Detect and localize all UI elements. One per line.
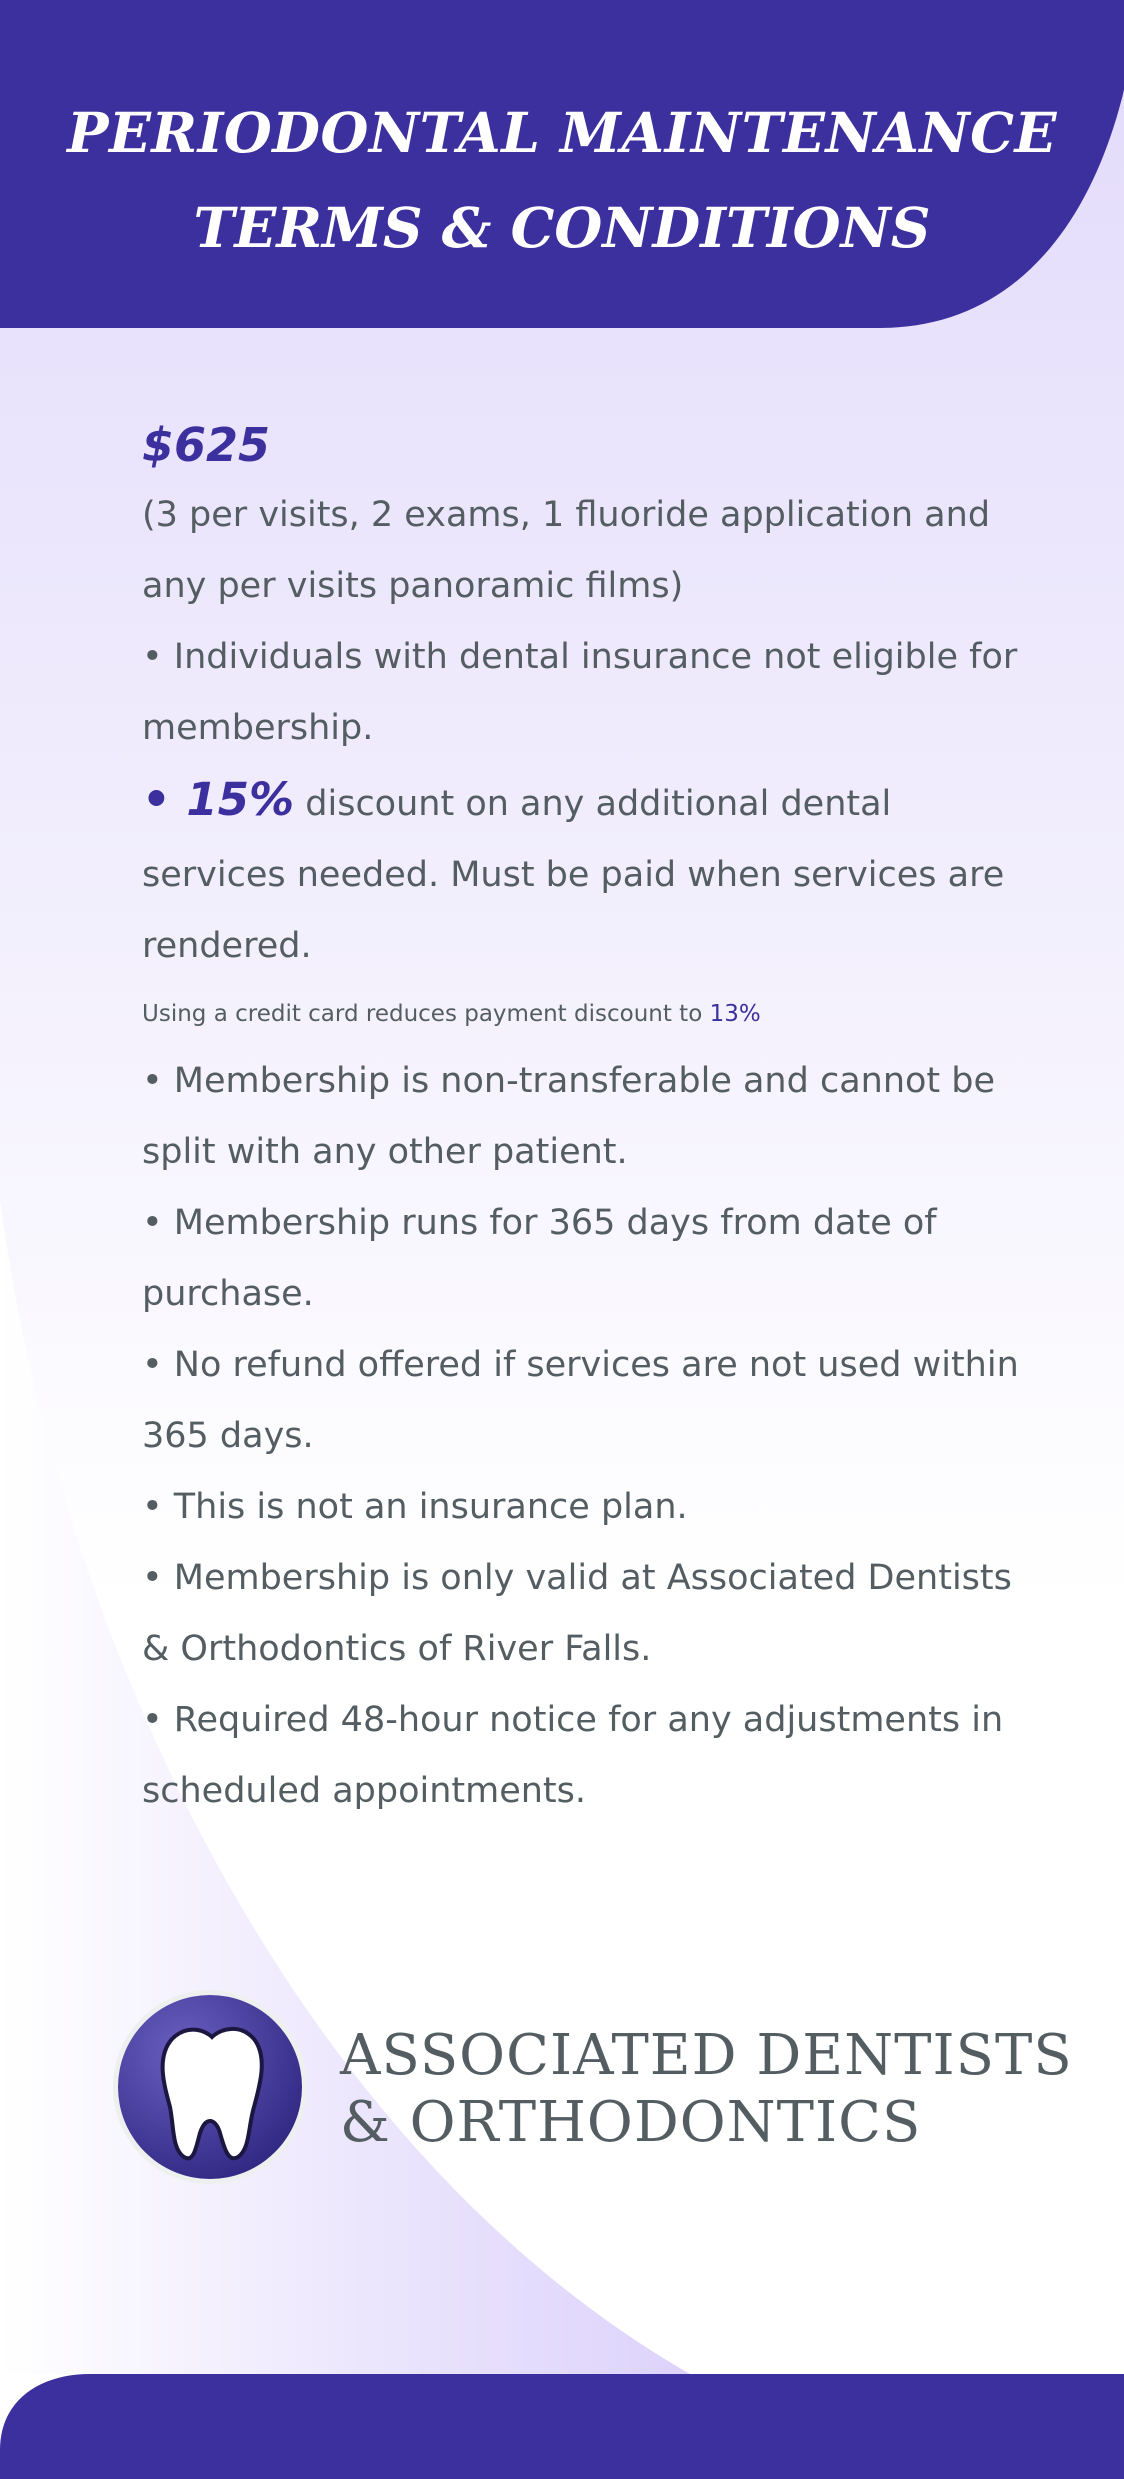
logo-badge <box>110 1987 310 2187</box>
practice-name-line-2: & ORTHODONTICS <box>340 2090 922 2155</box>
term-item: • No refund offered if services are not used within 365 days. <box>142 1345 1019 1456</box>
insurance-note: • Individuals with dental insurance not eligible for membership. <box>142 637 1018 748</box>
title-line-2: TERMS & CONDITIONS <box>193 195 931 260</box>
credit-note-percent: 13% <box>709 1001 761 1027</box>
practice-name-line-1: ASSOCIATED DENTISTS <box>340 2023 1073 2088</box>
terms-content <box>142 410 1022 1827</box>
plan-includes: (3 per visits, 2 exams, 1 fluoride application and any per visits panoramic films) <box>142 495 991 606</box>
term-item: • This is not an insurance plan. <box>142 1487 688 1527</box>
term-item: • Membership is only valid at Associated Dentists & Orthodontics of River Falls. <box>142 1558 1012 1669</box>
title-line-1: PERIODONTAL MAINTENANCE <box>67 100 1057 165</box>
discount-text: discount on any additional dental services needed. Must be paid when services are rendered. <box>142 784 1005 966</box>
term-item: • Required 48-hour notice for any adjustments in scheduled appointments. <box>142 1700 1004 1811</box>
footer-band <box>0 2374 1124 2479</box>
credit-card-note <box>142 982 1022 1046</box>
credit-note-text: Using a credit card reduces payment discount to <box>142 1001 710 1027</box>
page-title <box>0 85 1124 275</box>
practice-name <box>340 2022 1073 2156</box>
discount-percent: • 15% <box>142 773 295 826</box>
discount-item <box>142 764 1022 982</box>
term-item: • Membership is non-transferable and cannot be split with any other patient. <box>142 1061 996 1172</box>
plan-price: $625 <box>142 418 271 472</box>
term-item: • Membership runs for 365 days from date of purchase. <box>142 1203 937 1314</box>
